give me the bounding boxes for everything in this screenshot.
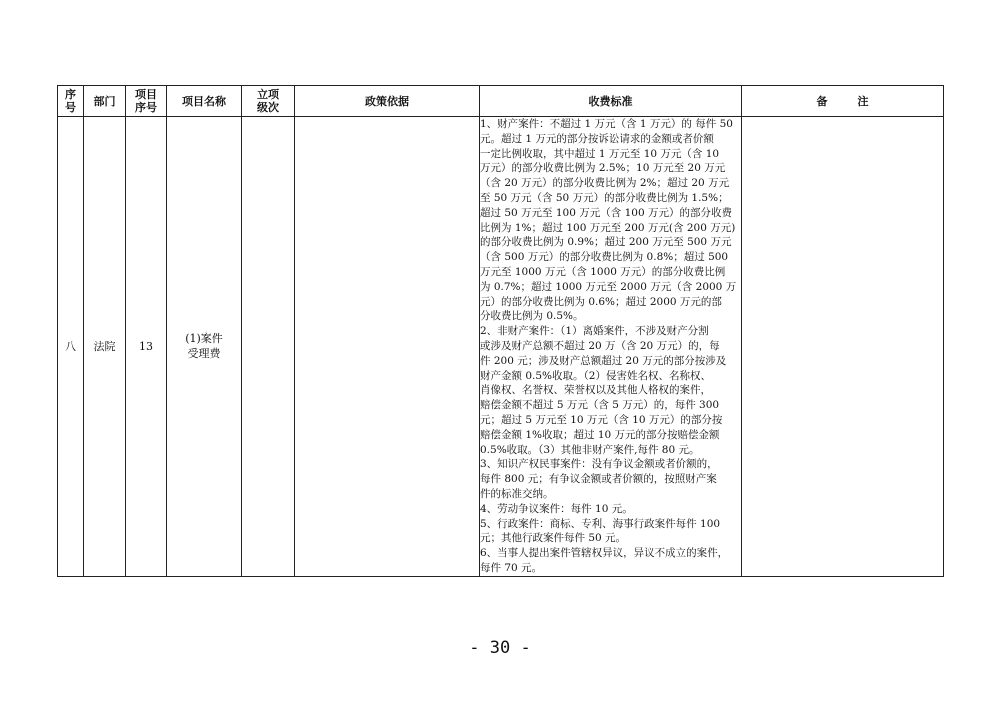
cell-remark: [742, 117, 944, 577]
cell-dept: 法院: [84, 117, 126, 577]
header-item-name: 项目名称: [167, 86, 242, 117]
fee-standard-line: 的部分收费比例为 0.9%；超过 200 万元至 500 万元: [480, 236, 732, 249]
fee-standard-line: 至 50 万元（含 50 万元）的部分收费比例为 1.5%；: [480, 191, 729, 204]
fee-standard-line: 元；超过 5 万元至 10 万元（含 10 万元）的部分按: [480, 413, 723, 426]
fee-standard-line: 1、财产案件：不超过 1 万元（含 1 万元）的 每件 50: [480, 118, 733, 130]
fee-standard-line: 赔偿金额 1%收取；超过 10 万元的部分按赔偿金额: [480, 428, 720, 441]
header-seq: 序 号: [58, 86, 84, 117]
fee-standard-line: （含 20 万元）的部分收费比例为 2%；超过 20 万元: [480, 177, 730, 190]
fee-standard-line: （含 500 万元）的部分收费比例为 0.8%；超过 500: [480, 251, 729, 264]
fee-standard-line: 比例为 1%；超过 100 万元至 200 万元(含 200 万元): [480, 221, 736, 234]
fee-standard-line: 3、知识产权民事案件：没有争议金额或者价额的，: [480, 458, 718, 471]
fee-standard-line: 2、非财产案件：（1）离婚案件，不涉及财产分割: [480, 325, 709, 338]
header-remark: 备注: [742, 86, 944, 117]
header-row: [58, 86, 944, 117]
fee-standard-line: 一定比例收取，其中超过 1 万元至 10 万元（含 10: [480, 147, 720, 160]
cell-standard: [480, 117, 742, 577]
fee-standard-line: 每件 800 元；有争议金额或者价额的，按照财产案: [480, 473, 717, 486]
fee-standard-line: 0.5%收取。（3）其他非财产案件,每件 80 元。: [480, 443, 700, 456]
table-row: [58, 117, 944, 577]
fee-standard-line: 件的标准交纳。: [480, 487, 554, 500]
header-policy: 政策依据: [295, 86, 480, 117]
header-item-seq: 项目 序号: [126, 86, 167, 117]
header-dept: 部门: [84, 86, 126, 117]
fee-standard-line: 或涉及财产总额不超过 20 万（含 20 万元）的，每: [480, 339, 720, 352]
fee-standard-line: 赔偿金额不超过 5 万元（含 5 万元）的，每件 300: [480, 399, 720, 412]
fee-standard-line: 件 200 元；涉及财产总额超过 20 万元的部分按涉及: [480, 354, 727, 367]
fee-standard-line: 分收费比例为 0.5%。: [480, 310, 584, 323]
cell-item-seq: 13: [126, 117, 167, 577]
fee-standard-line: 6、当事人提出案件管辖权异议，异议不成立的案件，: [480, 547, 729, 560]
cell-seq: 八: [58, 117, 84, 577]
fee-standard-line: 万元）的部分收费比例为 2.5%；10 万元至 20 万元: [480, 162, 726, 175]
fee-table: [57, 85, 944, 577]
fee-standard-line: 4、劳动争议案件：每件 10 元。: [480, 502, 633, 515]
fee-standard-line: 元。超过 1 万元的部分按诉讼请求的金额或者价额: [480, 132, 714, 145]
fee-standard-line: 元）的部分收费比例为 0.6%；超过 2000 万元的部: [480, 295, 722, 308]
fee-standard-line: 万元至 1000 万元（含 1000 万元）的部分收费比例: [480, 265, 726, 278]
fee-standard-line: 超过 50 万元至 100 万元（含 100 万元）的部分收费: [480, 206, 732, 219]
fee-standard-line: 为 0.7%；超过 1000 万元至 2000 万元（含 2000 万: [480, 280, 737, 293]
fee-standard-text: [480, 117, 741, 576]
fee-standard-line: 财产金额 0.5%收取。（2）侵害姓名权、名称权、: [480, 369, 711, 382]
header-level: 立项 级次: [242, 86, 295, 117]
fee-standard-line: 元；其他行政案件每件 50 元。: [480, 532, 627, 545]
cell-policy: [295, 117, 480, 577]
cell-level: [242, 117, 295, 577]
cell-item-name: (1)案件 受理费: [167, 117, 242, 577]
header-standard: 收费标准: [480, 86, 742, 117]
page-number: - 30 -: [469, 638, 531, 658]
fee-standard-line: 每件 70 元。: [480, 561, 543, 574]
fee-standard-line: 5、行政案件：商标、专利、海事行政案件每件 100: [480, 517, 721, 530]
fee-standard-line: 肖像权、名誉权、荣誉权以及其他人格权的案件，: [480, 384, 711, 397]
